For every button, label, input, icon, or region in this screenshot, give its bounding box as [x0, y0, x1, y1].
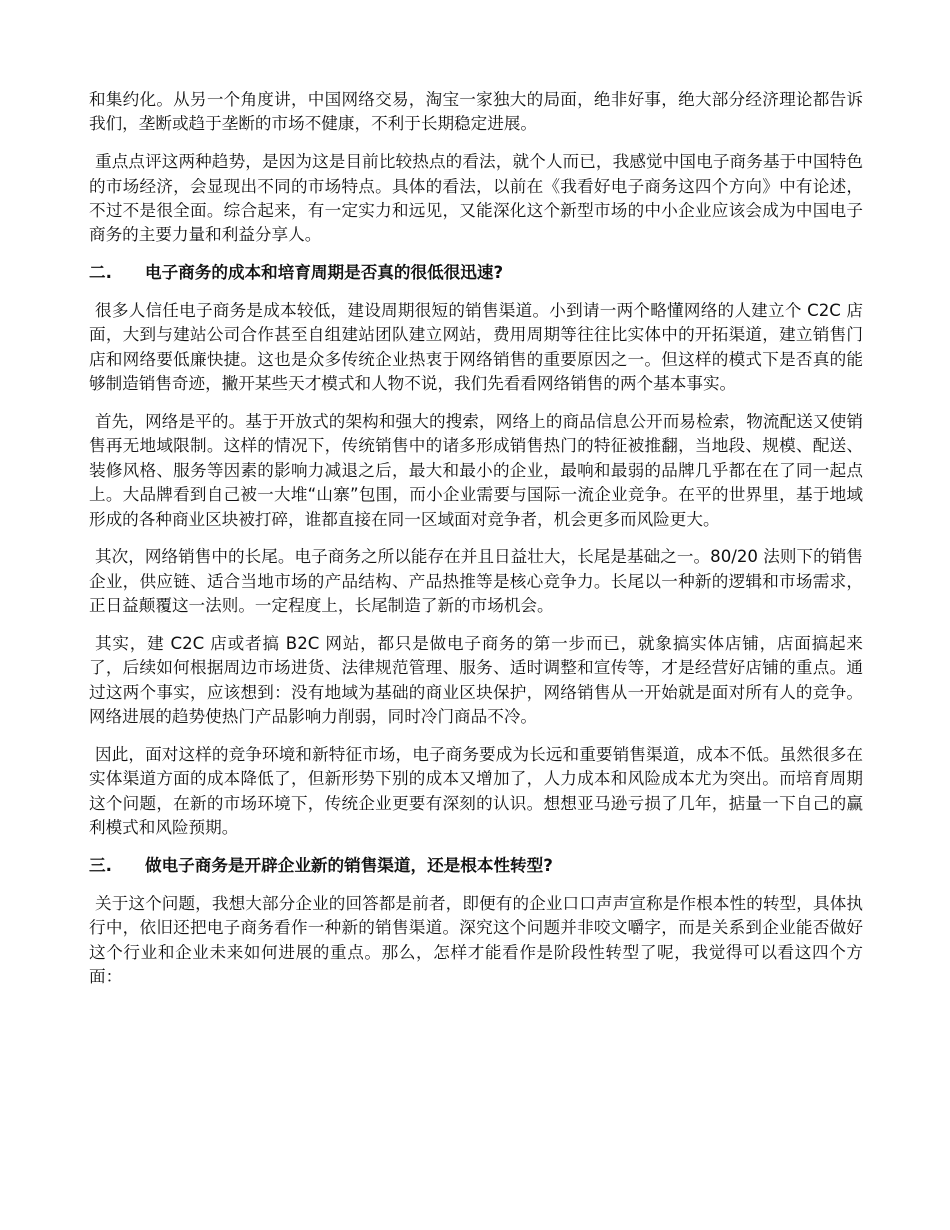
- section-number-2: 二.: [89, 263, 112, 283]
- paragraph-6: 其实，建 C2C 店或者搞 B2C 网站，都只是做电子商务的第一步而已，就象搞实体店铺，店面搞起来了，后续如何根据周边市场进货、法律规范管理、服务、适时调整和宣传等，才是经营好店铺的重点。通过这两个事实，应该想到：没有地域为基础的商业区块保护，网络销售从一开始就是面对所有人的竞争。网络进展的趋势使热门产品影响力削弱，同时冷门商品不冷。: [89, 634, 863, 727]
- paragraph-8: 关于这个问题，我想大部分企业的回答都是前者，即便有的企业口口声声宣称是作根本性的转型，具体执行中，依旧还把电子商务看作一种新的销售渠道。深究这个问题并非咬文嚼字，而是关系到企业能否做好这个行业和企业未来如何进展的重点。那么，怎样才能看作是阶段性转型了呢，我觉得可以看这四个方面：: [89, 893, 863, 987]
- paragraph-3: 很多人信任电子商务是成本较低，建设周期很短的销售渠道。小到请一两个略懂网络的人建立个 C2C 店面，大到与建站公司合作甚至自组建站团队建立网站，费用周期等往往比实体中的开拓渠道，建立销售门店和网络要低廉快捷。这也是众多传统企业热衷于网络销售的重要原因之一。但这样的模式下是否真的能够制造销售奇迹，撇开某些天才模式和人物不说，我们先看看网络销售的两个基本事实。: [89, 301, 863, 394]
- section-title-2: 电子商务的成本和培育周期是否真的很低很迅速?: [145, 263, 504, 283]
- paragraph-1: 和集约化。从另一个角度讲，中国网络交易，淘宝一家独大的局面，绝非好事，绝大部分经济理论都告诉我们，垄断或趋于垄断的市场不健康，不利于长期稳定进展。: [89, 90, 863, 134]
- section-heading-3: [89, 854, 863, 878]
- section-number-3: 三.: [89, 856, 112, 876]
- section-title-3: 做电子商务是开辟企业新的销售渠道，还是根本性转型?: [145, 856, 553, 876]
- section-heading-2: [89, 261, 863, 285]
- paragraph-5: 其次，网络销售中的长尾。电子商务之所以能存在并且日益壮大，长尾是基础之一。80/20 法则下的销售企业，供应链、适合当地市场的产品结构、产品热推等是核心竞争力。长尾以一种新的逻辑和市场需求，正日益颠覆这一法则。一定程度上，长尾制造了新的市场机会。: [89, 547, 863, 616]
- paragraph-7: 因此，面对这样的竞争环境和新特征市场，电子商务要成为长远和重要销售渠道，成本不低。虽然很多在实体渠道方面的成本降低了，但新形势下别的成本又增加了，人力成本和风险成本尤为突出。而培育周期这个问题，在新的市场环境下，传统企业更要有深刻的认识。想想亚马逊亏损了几年，掂量一下自己的赢利模式和风险预期。: [89, 745, 863, 838]
- document-body: [89, 88, 863, 1003]
- paragraph-2: 重点点评这两种趋势，是因为这是目前比较热点的看法，就个人而已，我感觉中国电子商务基于中国特色的市场经济，会显现出不同的市场特点。具体的看法，以前在《我看好电子商务这四个方向》中有论述，不过不是很全面。综合起来，有一定实力和远见，又能深化这个新型市场的中小企业应该会成为中国电子商务的主要力量和利益分享人。: [89, 152, 863, 245]
- paragraph-4: 首先，网络是平的。基于开放式的架构和强大的搜索，网络上的商品信息公开而易检索，物流配送又使销售再无地域限制。这样的情况下，传统销售中的诸多形成销售热门的特征被推翻，当地段、规模、配送、装修风格、服务等因素的影响力减退之后，最大和最小的企业，最响和最弱的品牌几乎都在在了同一起点上。大品牌看到自己被一大堆“山寨”包围，而小企业需要与国际一流企业竞争。在平的世界里，基于地域形成的各种商业区块被打碎，谁都直接在同一区域面对竞争者，机会更多而风险更大。: [89, 412, 863, 529]
